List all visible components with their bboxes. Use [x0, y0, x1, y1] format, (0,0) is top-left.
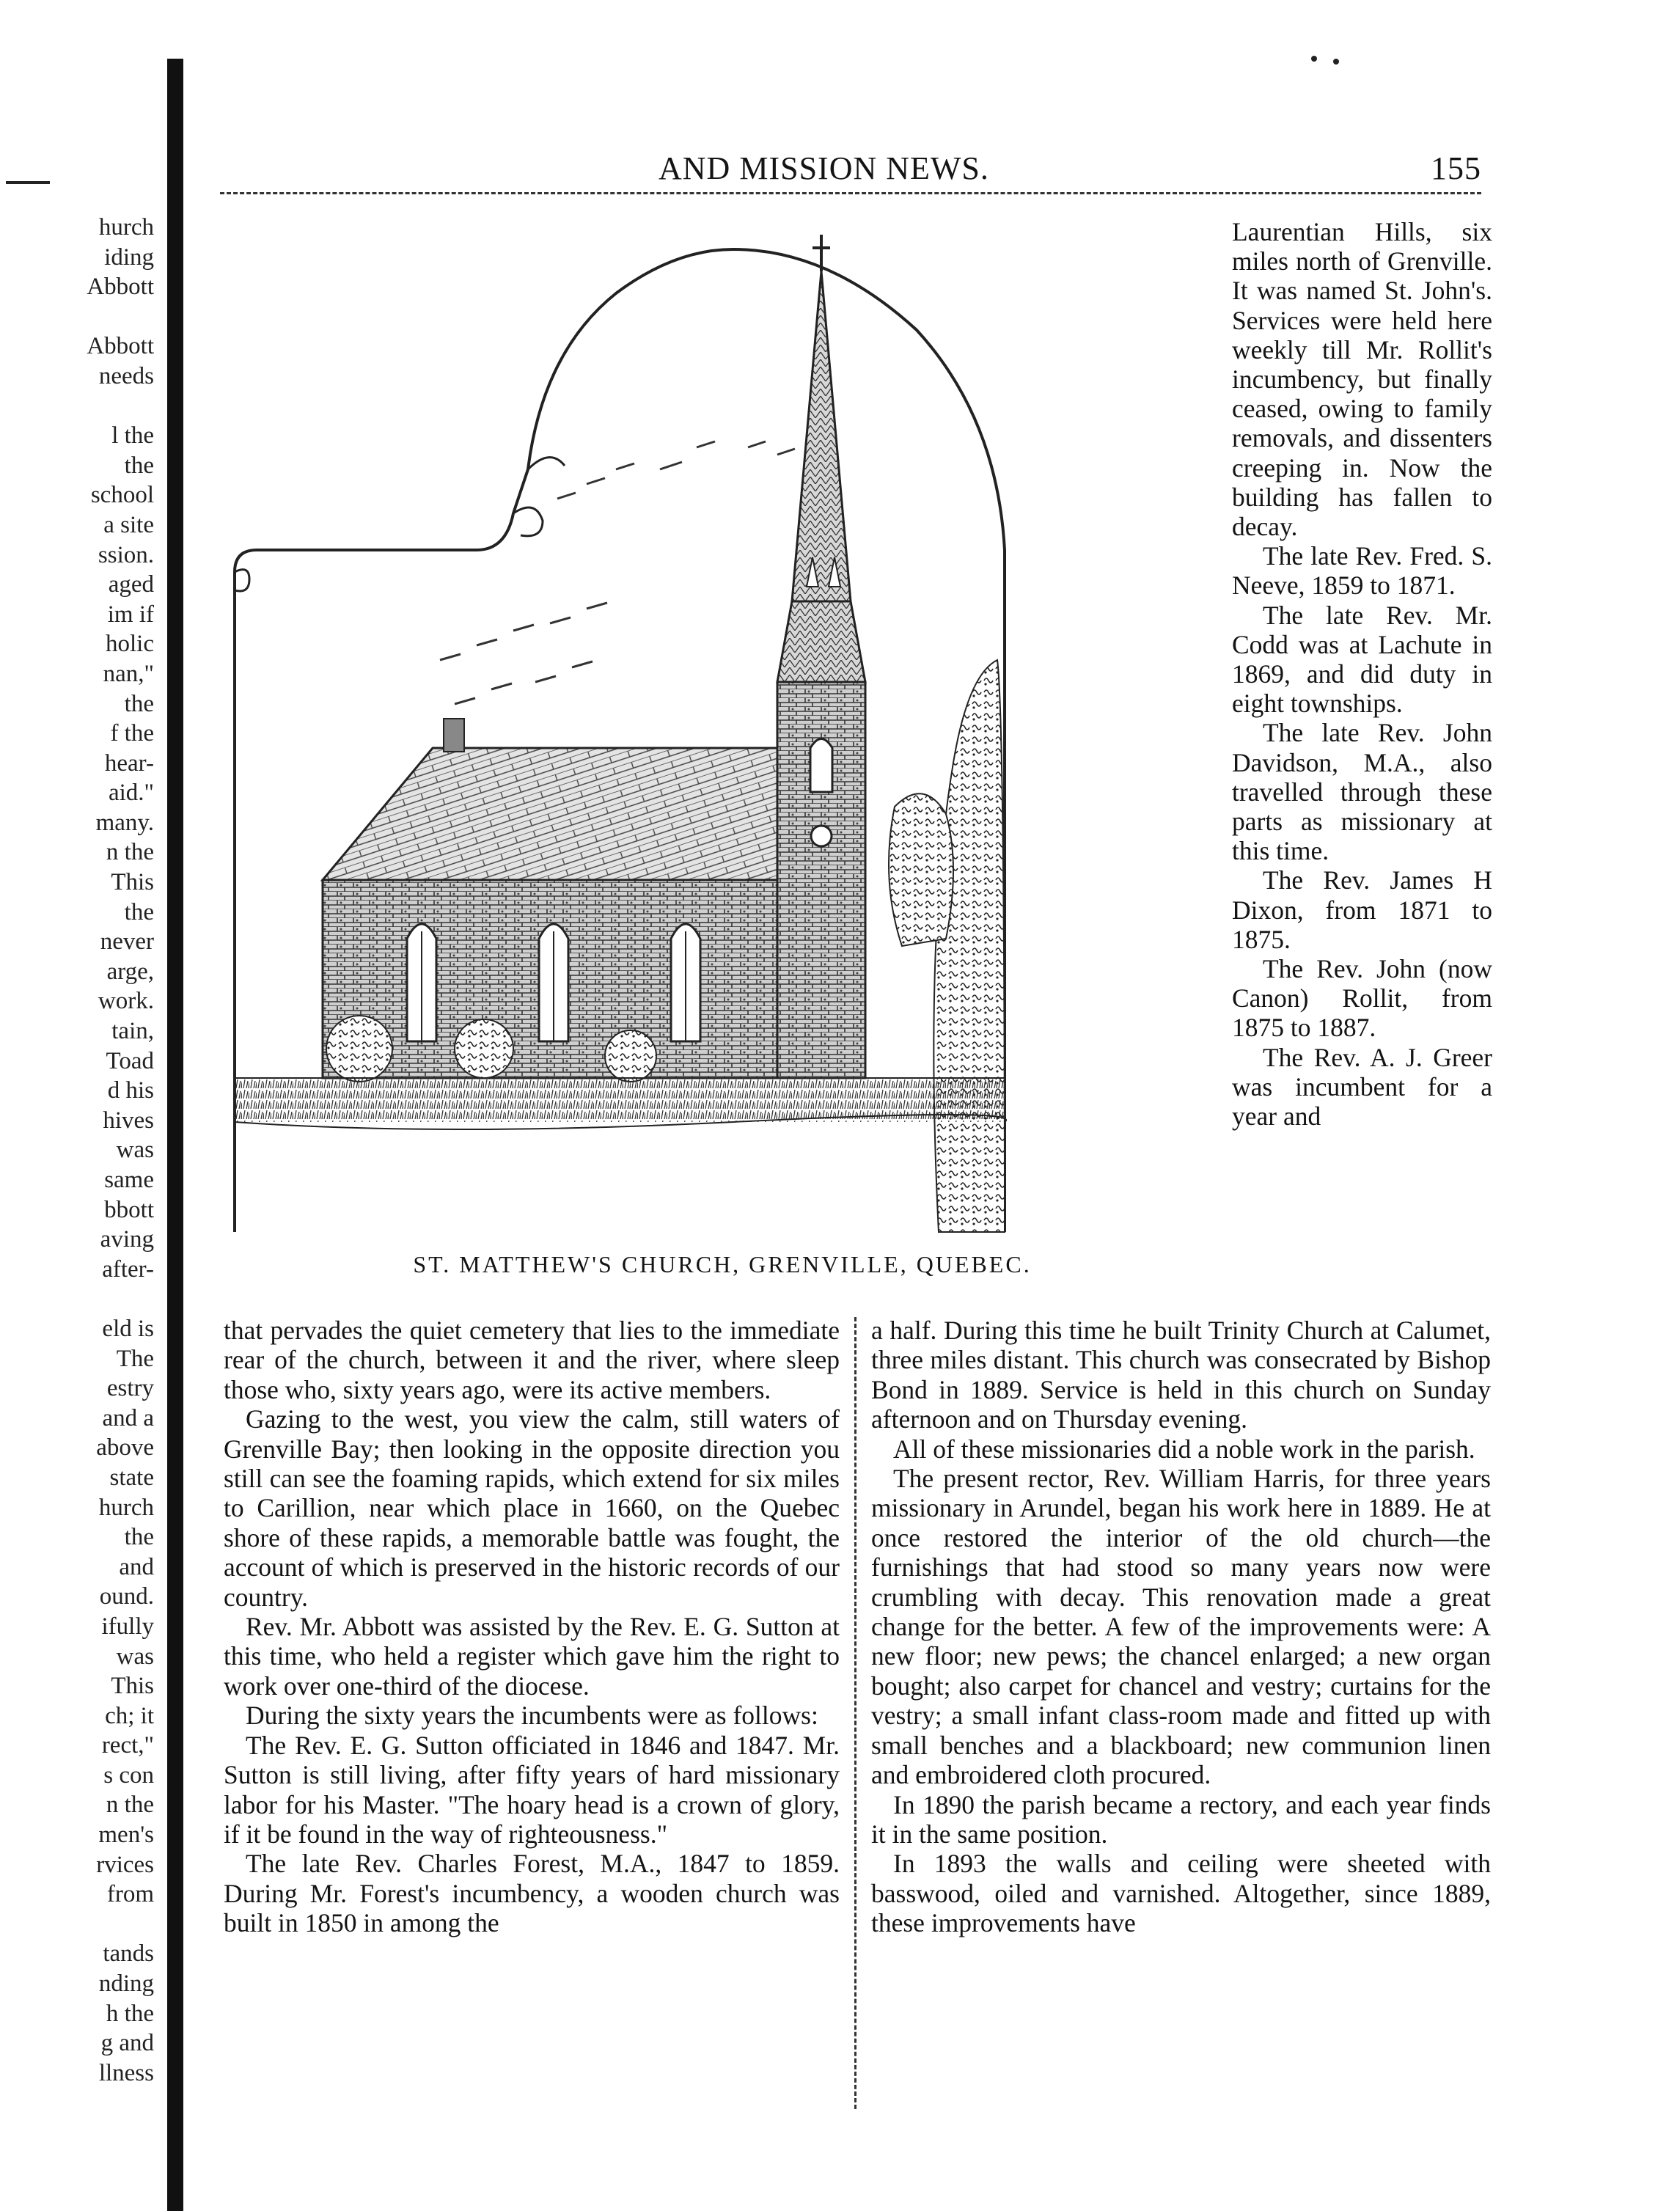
bleed-line: work.: [98, 988, 154, 1015]
bleed-line: estry: [106, 1375, 154, 1402]
bleed-line: aged: [108, 571, 154, 598]
church-engraving: [220, 205, 1225, 1247]
right-column-top-text: [1232, 217, 1492, 1131]
bleed-line: never: [100, 928, 154, 956]
paragraph: In 1890 the parish became a rectory, and each year finds it in the same position.: [871, 1789, 1491, 1849]
bleed-line: llness: [98, 2059, 154, 2086]
right-body-column: [871, 1316, 1491, 1938]
paragraph: Rev. Mr. Abbott was assisted by the Rev. E. G. Sutton at this time, who held a register which gave him the right to work over one-third of the diocese.: [224, 1612, 840, 1701]
bleed-line: This: [111, 1673, 154, 1700]
bleed-line: rect,": [101, 1732, 154, 1759]
bleed-line: ifully: [101, 1613, 154, 1640]
bleed-line: bbott: [104, 1196, 154, 1223]
paragraph: The late Rev. Fred. S. Neeve, 1859 to 1871.: [1232, 541, 1492, 601]
bleed-line: hurch: [98, 1494, 154, 1521]
facing-page-bleed-text: [0, 213, 154, 2088]
running-head-title: AND MISSION NEWS.: [659, 150, 989, 186]
bleed-line: hear-: [104, 749, 154, 777]
bleed-line: the: [124, 452, 154, 479]
page-number: 155: [1431, 150, 1481, 186]
paragraph: All of these missionaries did a noble work in the parish.: [893, 1434, 1475, 1464]
bleed-line: [0, 392, 154, 422]
bleed-line: iding: [104, 243, 154, 271]
bleed-line: Abbott: [87, 333, 154, 360]
bleed-line: g and: [100, 2030, 154, 2057]
bleed-line: nan,": [103, 660, 154, 687]
bleed-line: ssion.: [98, 541, 154, 568]
speck: [1333, 59, 1339, 65]
bleed-line: rvices: [96, 1851, 154, 1878]
figure-caption: ST. MATTHEW'S CHURCH, GRENVILLE, QUEBEC.: [413, 1251, 1032, 1277]
running-head: [220, 144, 1496, 188]
bleed-line: was: [116, 1137, 154, 1164]
bleed-line: above: [96, 1434, 154, 1462]
bleed-line: [0, 302, 154, 332]
bleed-line: school: [90, 482, 154, 509]
bleed-line: state: [109, 1464, 154, 1491]
paragraph: Gazing to the west, you view the calm, still waters of Grenville Bay; then looking in the opposite direction you still can see the foaming rapids, which extend for six miles to Carillion, near which place in 1660, on the Quebec shore of these rapids, a memorable battle was fought, the account of which is preserved in the historic records of our country.: [224, 1404, 840, 1612]
bleed-line: same: [104, 1167, 154, 1193]
bleed-line: the: [124, 898, 154, 925]
bleed-line: l the: [111, 422, 154, 450]
paragraph: In 1893 the walls and ceiling were sheeted with basswood, oiled and varnished. Altogether, since 1889, these improvements have: [871, 1849, 1491, 1938]
bleed-line: men's: [98, 1822, 154, 1849]
bleed-line: The: [116, 1345, 154, 1372]
bleed-line: the: [124, 690, 154, 717]
bleed-line: tands: [103, 1940, 154, 1968]
bleed-line: Toad: [106, 1047, 154, 1074]
paragraph: During the sixty years the incumbents were as follows:: [246, 1701, 818, 1731]
bleed-line: [0, 1284, 154, 1314]
left-body-column: [224, 1316, 840, 1938]
bleed-line: a site: [103, 511, 154, 538]
paragraph: The Rev. E. G. Sutton officiated in 1846 and 1847. Mr. Sutton is still living, after fifty years of hard missionary labor for his Master. "The hoary head is a crown of glory, if it be found in the way of righteousness.": [224, 1730, 840, 1849]
bleed-line: from: [106, 1881, 154, 1908]
bleed-line: This: [111, 869, 154, 896]
paragraph: a half. During this time he built Trinity Church at Calumet, three miles distant. This church was consecrated by Bishop Bond in 1889. Service is held in this church on Sunday afternoon and on Thursday evening.: [871, 1316, 1491, 1434]
paragraph: that pervades the quiet cemetery that lies to the immediate rear of the church, between it and the river, where sleep those who, sixty years ago, were its active members.: [224, 1316, 840, 1404]
bleed-line: arge,: [106, 958, 154, 985]
header-rule: [220, 192, 1481, 197]
bleed-line: hurch: [98, 214, 154, 241]
bleed-line: s con: [103, 1761, 154, 1789]
paragraph: The Rev. John (now Canon) Rollit, from 1875 to 1887.: [1232, 954, 1492, 1043]
paragraph: Laurentian Hills, six miles north of Grenville. It was named St. John's. Services were held here weekly till Mr. Rollit's incumbency, but finally ceased, owing to family removals, and dissenters creeping in. Now the building has fallen to decay.: [1232, 217, 1492, 542]
book-gutter-shadow: [167, 59, 183, 2211]
bleed-line: h the: [106, 2000, 154, 2027]
bleed-line: eld is: [102, 1315, 154, 1342]
bleed-line: and: [119, 1553, 154, 1580]
bleed-line: was: [116, 1643, 154, 1670]
bleed-line: im if: [107, 601, 154, 628]
bleed-line: aving: [100, 1226, 154, 1253]
facing-page-rule: [6, 181, 50, 184]
bleed-line: and a: [102, 1404, 154, 1431]
bleed-line: nding: [98, 1970, 154, 1998]
bleed-line: hives: [103, 1107, 154, 1134]
bleed-line: aid.": [108, 780, 154, 807]
bleed-line: ch; it: [105, 1702, 154, 1729]
bleed-line: holic: [106, 631, 154, 658]
bleed-line: many.: [95, 809, 154, 836]
speck: [1311, 56, 1317, 62]
bleed-line: tain,: [111, 1018, 154, 1045]
paragraph: The late Rev. Mr. Codd was at Lachute in 1869, and did duty in eight townships.: [1232, 600, 1492, 719]
bleed-line: Abbott: [87, 274, 154, 301]
bleed-line: n the: [106, 1792, 154, 1819]
bleed-line: ound.: [99, 1583, 154, 1610]
bleed-line: the: [124, 1524, 154, 1551]
bleed-line: n the: [106, 839, 154, 866]
paragraph: The present rector, Rev. William Harris, for three years missionary in Arundel, began his work here in 1889. He at once restored the interior of the old church—the furnishings that had stood so many years now were crumbling with decay. This renovation made a great change for the better. A few of the improvements were: A new floor; new pews; the chancel enlarged; a new organ bought; also carpet for chancel and vestry; curtains for the vestry; a small infant class-room made and fitted up with small benches and a blackboard; new communion linen and embroidered cloth procured.: [871, 1464, 1491, 1790]
bleed-line: [0, 1910, 154, 1940]
bleed-line: needs: [98, 362, 154, 389]
paragraph: The Rev. A. J. Greer was incumbent for a year and: [1232, 1042, 1492, 1132]
paragraph: The Rev. James H Dixon, from 1871 to 1875.: [1232, 865, 1492, 954]
paragraph: The late Rev. Charles Forest, M.A., 1847 to 1859. During Mr. Forest's incumbency, a wooden church was built in 1850 in among the: [224, 1849, 840, 1938]
paragraph: The late Rev. John Davidson, M.A., also travelled through these parts as missionary at this time.: [1232, 718, 1492, 866]
column-divider: [854, 1317, 856, 2109]
bleed-line: after-: [102, 1255, 154, 1283]
bleed-line: d his: [107, 1077, 154, 1104]
bleed-line: f the: [110, 720, 154, 747]
